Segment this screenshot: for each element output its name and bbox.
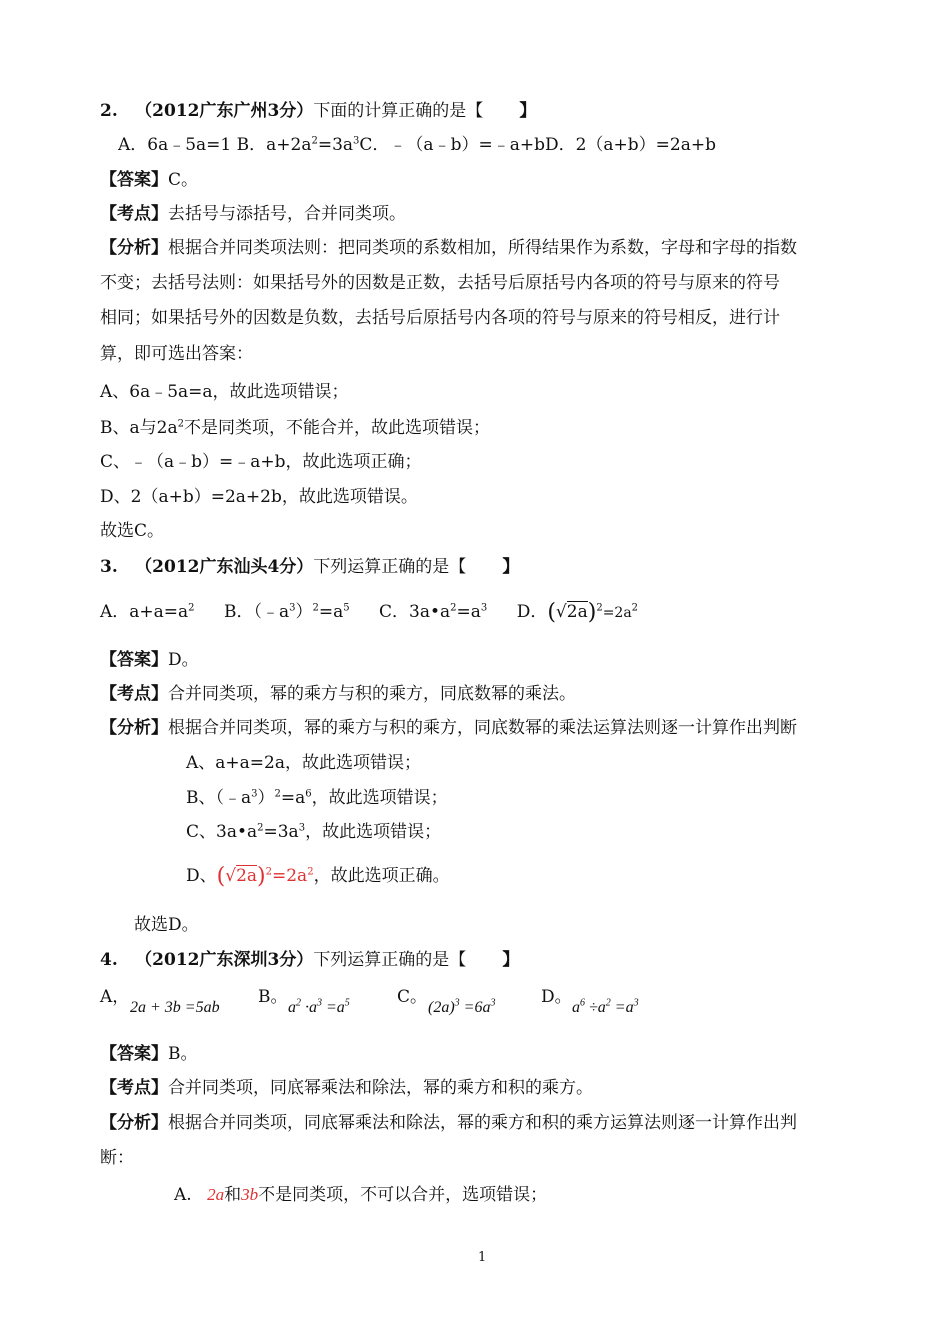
- q2-conclusion: 故选C。: [100, 521, 165, 541]
- q4-number: 4.: [100, 950, 118, 970]
- q3-option-d-end: =2a: [602, 605, 632, 621]
- q4-analysis-text-1: 根据合并同类项，同底幂乘法和除法，幂的乘方和积的乘方运算法则逐一计算作出判: [168, 1113, 797, 1133]
- q3-title: [100, 559, 519, 576]
- q2-source: （2012广东广州3分）: [135, 101, 314, 121]
- q3-line-a: A、a+a=2a，故此选项错误；: [186, 753, 421, 773]
- q3-point: [100, 686, 576, 703]
- q4-bracket-end: 】: [502, 950, 520, 970]
- q3-analysis-text: 根据合并同类项，幂的乘方与积的乘方，同底数幂的乘法运算法则逐一计算作出判断: [168, 718, 797, 738]
- q4-option-d-expr: $a^6 \div a^2 =a^3$: [572, 997, 639, 1016]
- q4-option-c-expr-1: (2a): [428, 999, 455, 1016]
- q3-option-a: A．a+a=a: [100, 602, 189, 622]
- q4-line-a: [174, 1186, 547, 1204]
- q3-point-label: 【考点】: [100, 684, 168, 704]
- q2-line-c: C、﹣（a﹣b）=﹣a+b，故此选项正确；: [100, 452, 422, 472]
- q2-answer: [100, 172, 198, 189]
- q3-line-c: C、$3a•a^2=3a^3$，故此选项错误；: [186, 822, 442, 842]
- q4-option-c-label: C。: [397, 987, 428, 1007]
- q2-line-b: B、a与$2a^2$不是同类项，不能合并，故此选项错误；: [100, 418, 490, 438]
- q3-option-c: C．3a•a: [379, 602, 451, 622]
- q2-line-b-part2: 不是同类项，不能合并，故此选项错误；: [183, 418, 490, 438]
- q2-answer-label: 【答案】: [100, 170, 168, 190]
- sqrt-icon: √: [225, 866, 237, 886]
- q3-title-text: 下列运算正确的是【: [313, 557, 467, 577]
- q4-point-label: 【考点】: [100, 1078, 168, 1098]
- q2-title-text: 下面的计算正确的是【: [313, 101, 484, 121]
- q2-line-b-part1: B、a与2a: [100, 418, 178, 438]
- q4-analysis-1: [100, 1115, 797, 1132]
- q3-answer: [100, 652, 199, 669]
- q4-answer: [100, 1046, 198, 1063]
- q4-source: （2012广东深圳3分）: [135, 950, 314, 970]
- q3-options: A．$a+a=a^2$ B．$(﹣a^3)^2=a^5$ C．$3a•a^2=a^3$ D．$(√2a)^2=2a^2$: [100, 600, 639, 625]
- q4-option-b-label: B。: [258, 987, 288, 1007]
- q2-line-d: D、2（a+b）=2a+2b，故此选项错误。: [100, 487, 418, 507]
- q3-line-c-part1: C、3a•a: [186, 822, 258, 842]
- q4-line-a-part1: A.: [174, 1185, 192, 1205]
- q2-line-a: A、6a﹣5a=a，故此选项错误；: [100, 382, 349, 402]
- q2-analysis-2: 不变；去括号法则：如果括号外的因数是正数，去括号后原括号内各项的符号与原来的符号: [100, 273, 780, 293]
- q2-analysis-1: [100, 240, 797, 257]
- q3-option-c-end: =a: [456, 602, 481, 622]
- q2-analysis-4: 算，即可选出答案：: [100, 344, 253, 364]
- q4-line-a-red1: 2a: [207, 1185, 225, 1204]
- q4-option-b-expr: $a^2 \cdot a^3 =a^5$: [288, 997, 350, 1016]
- q4-line-a-mid: 和: [224, 1185, 242, 1205]
- q3-option-b-mid: ）: [295, 602, 313, 622]
- q4-option-c-expr-2: =6a: [459, 999, 491, 1016]
- q3-analysis: [100, 720, 797, 737]
- q4-point-text: 合并同类项，同底幂乘法和除法，幂的乘方和积的乘方。: [168, 1078, 593, 1098]
- q4-option-c-expr: $(2a)^3 =6a^3$: [428, 997, 496, 1016]
- q2-options-cd: C．﹣（a﹣b）=﹣a+bD．2（a+b）=2a+b: [359, 135, 716, 155]
- q3-option-d: D．: [516, 602, 548, 622]
- q4-line-a-part2: 不是同类项，不可以合并，选项错误；: [258, 1185, 548, 1205]
- q2-option-b-rest: =3a: [317, 135, 354, 155]
- q3-analysis-label: 【分析】: [100, 718, 168, 738]
- q4-analysis-2: 断：: [100, 1148, 134, 1168]
- q4-title: [100, 952, 519, 969]
- q2-number: 2.: [100, 101, 118, 121]
- q2-options-ab: A．6a﹣5a=1 B．a+2a: [118, 135, 312, 155]
- q3-line-d: D、$(√2a)^2=2a^2$，故此选项正确。: [186, 864, 450, 889]
- q3-line-b-part4: ，故此选项错误；: [311, 788, 448, 808]
- q3-answer-label: 【答案】: [100, 650, 168, 670]
- q4-answer-value: B。: [168, 1044, 198, 1064]
- q3-line-d-eq: =2a: [272, 866, 308, 886]
- q2-analysis-text-1: 根据合并同类项法则：把同类项的系数相加，所得结果作为系数，字母和字母的指数: [168, 238, 797, 258]
- q2-analysis-3: 相同；如果括号外的因数是负数，去括号后原括号内各项的符号与原来的符号相反，进行计: [100, 308, 780, 328]
- q2-analysis-label: 【分析】: [100, 238, 168, 258]
- q2-point-text: 去括号与添括号，合并同类项。: [168, 204, 406, 224]
- q3-line-b: B、$(﹣a^3)^2=a^6$，故此选项错误；: [186, 788, 448, 808]
- q2-answer-value: C。: [168, 170, 199, 190]
- q2-point-label: 【考点】: [100, 204, 168, 224]
- sqrt-icon: √: [555, 602, 567, 622]
- page-number: 1: [478, 1250, 487, 1265]
- q3-option-b: B．（﹣a: [223, 602, 290, 622]
- q4-title-text: 下列运算正确的是【: [313, 950, 467, 970]
- q3-line-b-part1: B、（﹣a: [186, 788, 252, 808]
- q3-line-d-part1: D、: [186, 866, 217, 886]
- q3-line-d-part2: ，故此选项正确。: [313, 866, 450, 886]
- q2-title: [100, 103, 536, 120]
- q4-analysis-label: 【分析】: [100, 1113, 168, 1133]
- q3-line-c-part2: =3a: [263, 822, 299, 842]
- q2-options: A．6a﹣5a=1 B．$a+2a^2=3a^3C$．﹣（a﹣b）=﹣a+bD．2（a+b）=2a+b: [118, 135, 716, 155]
- q3-conclusion: 故选D。: [134, 915, 199, 935]
- q3-bracket-end: 】: [502, 557, 520, 577]
- q3-line-b-part2: ）: [257, 788, 275, 808]
- q3-answer-value: D。: [168, 650, 199, 670]
- q3-point-text: 合并同类项，幂的乘方与积的乘方，同底数幂的乘法。: [168, 684, 576, 704]
- q4-option-a-expr: 2a + 3b =5ab: [130, 999, 220, 1016]
- q2-point: [100, 206, 406, 223]
- q3-number: 3.: [100, 557, 118, 577]
- q4-point: [100, 1080, 593, 1097]
- q2-bracket-end: 】: [519, 101, 537, 121]
- q3-source: （2012广东汕头4分）: [135, 557, 314, 577]
- q4-option-a-label: A，: [100, 987, 130, 1007]
- q3-option-b-end: =a: [318, 602, 344, 622]
- q3-line-b-part3: =a: [280, 788, 306, 808]
- q4-line-a-red2: 3b: [241, 1185, 259, 1204]
- q4-option-d-label: D。: [541, 987, 572, 1007]
- q3-line-c-part3: ，故此选项错误；: [305, 822, 442, 842]
- q4-answer-label: 【答案】: [100, 1044, 168, 1064]
